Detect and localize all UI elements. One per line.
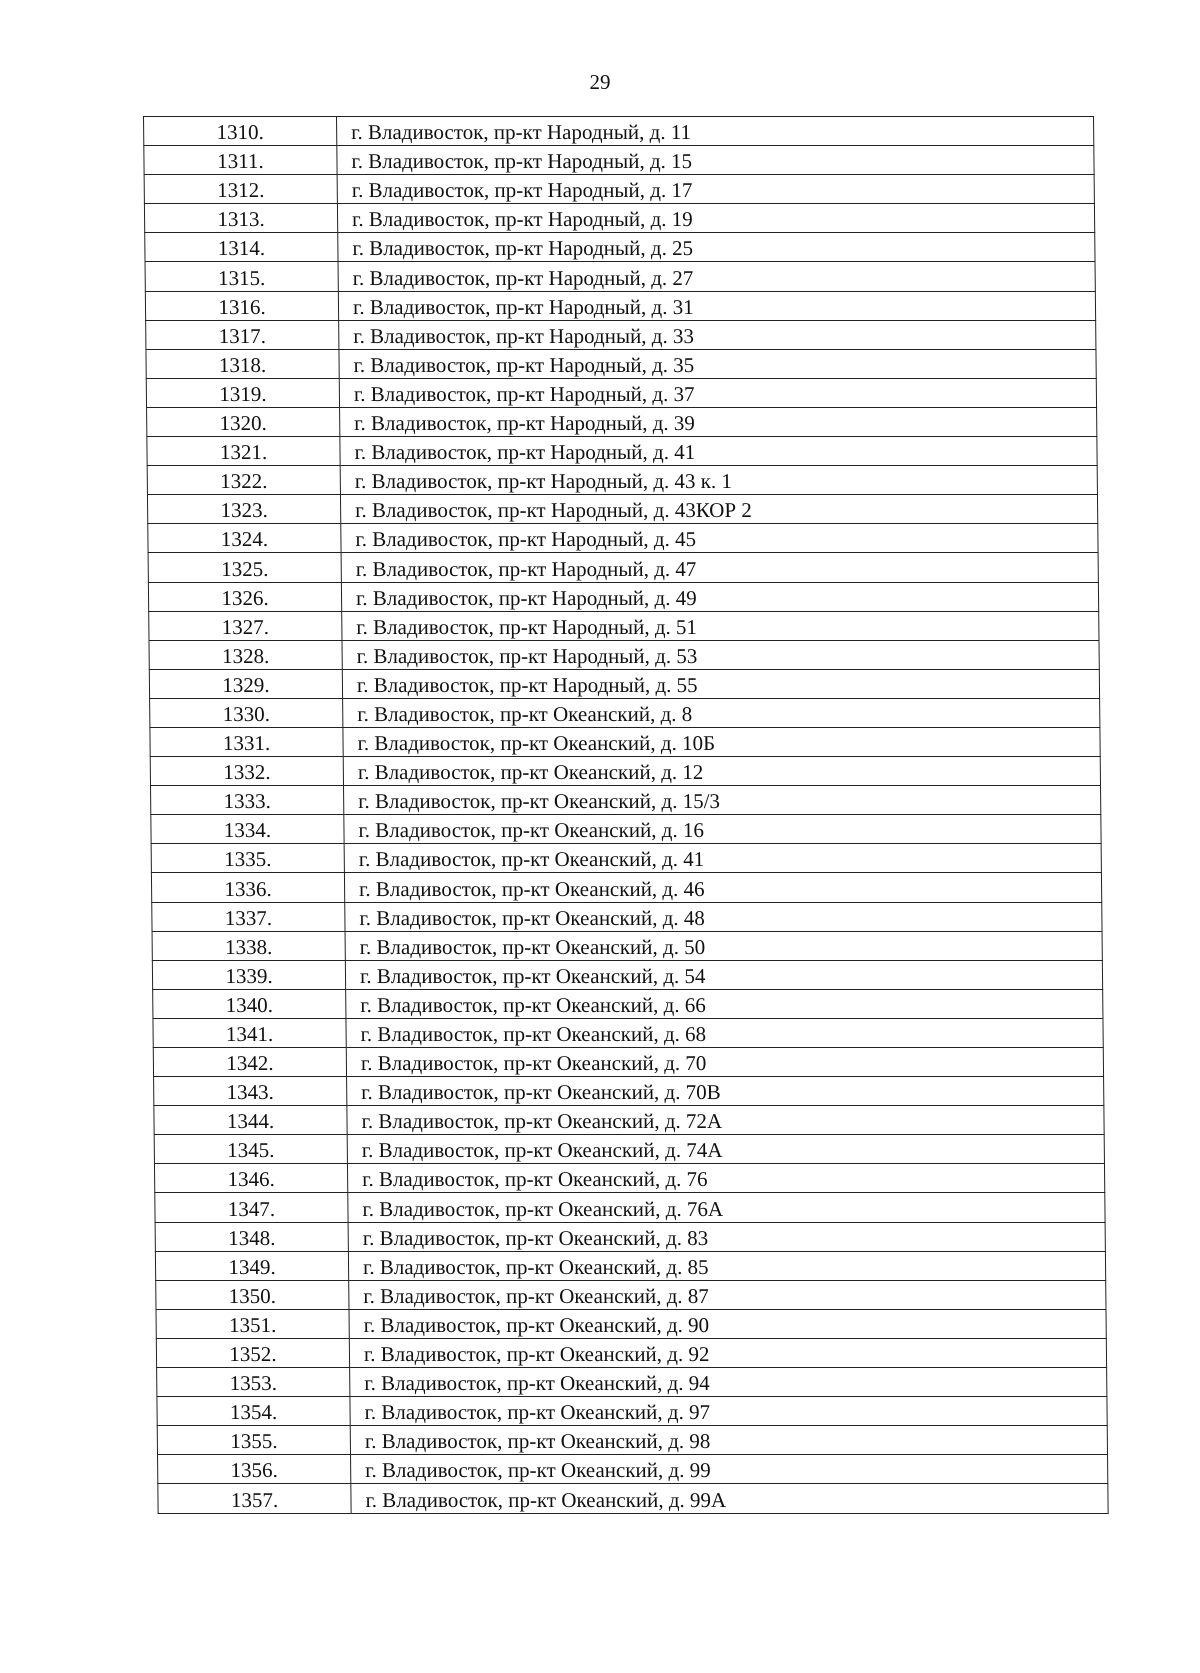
row-address: г. Владивосток, пр-кт Океанский, д. 99 <box>351 1455 1108 1484</box>
table-row <box>157 1397 1107 1426</box>
table-row <box>154 1164 1104 1193</box>
row-number: 1335. <box>151 844 344 873</box>
table-row <box>151 815 1101 844</box>
address-table-body <box>144 117 1109 1514</box>
row-address: г. Владивосток, пр-кт Народный, д. 11 <box>337 117 1094 146</box>
table-row <box>144 175 1094 204</box>
row-address: г. Владивосток, пр-кт Народный, д. 55 <box>342 669 1099 698</box>
row-number: 1334. <box>151 815 344 844</box>
row-address: г. Владивосток, пр-кт Народный, д. 19 <box>337 204 1094 233</box>
row-address: г. Владивосток, пр-кт Океанский, д. 48 <box>345 902 1102 931</box>
table-row <box>153 989 1103 1018</box>
row-address: г. Владивосток, пр-кт Океанский, д. 99А <box>351 1484 1108 1513</box>
table-row <box>152 960 1102 989</box>
table-row <box>151 844 1101 873</box>
table-row <box>152 902 1102 931</box>
table-row <box>151 786 1101 815</box>
row-address: г. Владивосток, пр-кт Океанский, д. 76А <box>348 1193 1105 1222</box>
row-number: 1337. <box>152 902 345 931</box>
row-address: г. Владивосток, пр-кт Океанский, д. 74А <box>347 1135 1104 1164</box>
table-row <box>147 495 1097 524</box>
page-number: 29 <box>589 70 611 94</box>
row-address: г. Владивосток, пр-кт Океанский, д. 70 <box>346 1048 1103 1077</box>
row-number: 1315. <box>145 262 338 291</box>
row-number: 1327. <box>149 611 342 640</box>
row-address: г. Владивосток, пр-кт Океанский, д. 85 <box>348 1251 1105 1280</box>
row-address: г. Владивосток, пр-кт Народный, д. 33 <box>339 320 1096 349</box>
row-address: г. Владивосток, пр-кт Народный, д. 41 <box>340 437 1097 466</box>
table-row <box>156 1338 1106 1367</box>
row-number: 1331. <box>150 727 343 756</box>
table-row <box>145 262 1095 291</box>
row-address: г. Владивосток, пр-кт Океанский, д. 15/3 <box>344 786 1101 815</box>
row-address: г. Владивосток, пр-кт Океанский, д. 16 <box>344 815 1101 844</box>
table-row <box>147 466 1097 495</box>
table-row <box>155 1251 1105 1280</box>
table-row <box>150 698 1100 727</box>
row-address: г. Владивосток, пр-кт Океанский, д. 90 <box>349 1309 1106 1338</box>
row-number: 1322. <box>147 466 340 495</box>
table-row <box>153 1018 1103 1047</box>
row-address: г. Владивосток, пр-кт Народный, д. 51 <box>342 611 1099 640</box>
row-address: г. Владивосток, пр-кт Народный, д. 17 <box>337 175 1094 204</box>
row-address: г. Владивосток, пр-кт Народный, д. 15 <box>337 146 1094 175</box>
table-row <box>150 727 1100 756</box>
row-address: г. Владивосток, пр-кт Океанский, д. 83 <box>348 1222 1105 1251</box>
row-number: 1339. <box>152 960 345 989</box>
table-row <box>149 640 1099 669</box>
row-number: 1326. <box>148 582 341 611</box>
row-number: 1349. <box>155 1251 348 1280</box>
row-address: г. Владивосток, пр-кт Океанский, д. 54 <box>345 960 1102 989</box>
row-address: г. Владивосток, пр-кт Народный, д. 43 к. 1 <box>340 466 1097 495</box>
row-number: 1336. <box>151 873 344 902</box>
row-number: 1318. <box>146 349 339 378</box>
row-address: г. Владивосток, пр-кт Народный, д. 31 <box>338 291 1095 320</box>
table-row <box>144 117 1094 146</box>
row-number: 1314. <box>145 233 338 262</box>
table-row <box>145 291 1095 320</box>
row-number: 1351. <box>156 1309 349 1338</box>
row-address: г. Владивосток, пр-кт Океанский, д. 50 <box>345 931 1102 960</box>
row-number: 1348. <box>155 1222 348 1251</box>
row-address: г. Владивосток, пр-кт Народный, д. 35 <box>339 349 1096 378</box>
row-number: 1320. <box>147 407 340 436</box>
row-number: 1321. <box>147 437 340 466</box>
table-row <box>154 1077 1104 1106</box>
row-number: 1316. <box>145 291 338 320</box>
row-address: г. Владивосток, пр-кт Народный, д. 37 <box>339 378 1096 407</box>
table-row <box>144 146 1094 175</box>
row-number: 1310. <box>144 117 337 146</box>
row-number: 1329. <box>149 669 342 698</box>
table-row <box>158 1484 1108 1513</box>
row-number: 1344. <box>154 1106 347 1135</box>
row-address: г. Владивосток, пр-кт Океанский, д. 97 <box>350 1397 1107 1426</box>
row-address: г. Владивосток, пр-кт Океанский, д. 70В <box>347 1077 1104 1106</box>
row-address: г. Владивосток, пр-кт Океанский, д. 87 <box>349 1280 1106 1309</box>
table-row <box>157 1368 1107 1397</box>
row-number: 1357. <box>158 1484 351 1513</box>
row-number: 1342. <box>153 1048 346 1077</box>
table-row <box>147 437 1097 466</box>
table-row <box>148 524 1098 553</box>
row-number: 1346. <box>154 1164 347 1193</box>
table-row <box>157 1426 1107 1455</box>
row-number: 1347. <box>155 1193 348 1222</box>
row-number: 1333. <box>151 786 344 815</box>
row-address: г. Владивосток, пр-кт Океанский, д. 68 <box>346 1018 1103 1047</box>
row-number: 1345. <box>154 1135 347 1164</box>
row-address: г. Владивосток, пр-кт Океанский, д. 76 <box>347 1164 1104 1193</box>
row-address: г. Владивосток, пр-кт Народный, д. 27 <box>338 262 1095 291</box>
row-number: 1352. <box>156 1338 349 1367</box>
table-row <box>145 233 1095 262</box>
row-number: 1355. <box>157 1426 350 1455</box>
row-number: 1341. <box>153 1018 346 1047</box>
row-number: 1319. <box>146 378 339 407</box>
row-address: г. Владивосток, пр-кт Океанский, д. 72А <box>347 1106 1104 1135</box>
table-row <box>147 407 1097 436</box>
row-address: г. Владивосток, пр-кт Океанский, д. 46 <box>344 873 1101 902</box>
table-row <box>155 1222 1105 1251</box>
row-address: г. Владивосток, пр-кт Океанский, д. 12 <box>343 757 1100 786</box>
row-number: 1356. <box>158 1455 351 1484</box>
row-number: 1324. <box>148 524 341 553</box>
table-row <box>146 349 1096 378</box>
table-row <box>148 582 1098 611</box>
table-row <box>156 1280 1106 1309</box>
row-address: г. Владивосток, пр-кт Океанский, д. 10Б <box>343 727 1100 756</box>
row-address: г. Владивосток, пр-кт Океанский, д. 98 <box>350 1426 1107 1455</box>
row-number: 1311. <box>144 146 337 175</box>
row-address: г. Владивосток, пр-кт Океанский, д. 41 <box>344 844 1101 873</box>
row-number: 1340. <box>153 989 346 1018</box>
row-number: 1330. <box>150 698 343 727</box>
address-table <box>143 116 1109 1514</box>
table-row <box>149 611 1099 640</box>
table-row <box>144 204 1094 233</box>
table-row <box>146 378 1096 407</box>
row-address: г. Владивосток, пр-кт Народный, д. 25 <box>338 233 1095 262</box>
row-address: г. Владивосток, пр-кт Народный, д. 47 <box>341 553 1098 582</box>
row-number: 1323. <box>147 495 340 524</box>
table-row <box>156 1309 1106 1338</box>
row-number: 1312. <box>144 175 337 204</box>
table-row <box>150 757 1100 786</box>
row-address: г. Владивосток, пр-кт Океанский, д. 92 <box>349 1338 1106 1367</box>
table-row <box>148 553 1098 582</box>
row-number: 1343. <box>154 1077 347 1106</box>
row-number: 1328. <box>149 640 342 669</box>
row-number: 1317. <box>146 320 339 349</box>
table-row <box>153 1048 1103 1077</box>
table-row <box>154 1135 1104 1164</box>
row-address: г. Владивосток, пр-кт Океанский, д. 8 <box>343 698 1100 727</box>
row-address: г. Владивосток, пр-кт Народный, д. 43КОР 2 <box>340 495 1097 524</box>
table-row <box>154 1106 1104 1135</box>
row-number: 1350. <box>156 1280 349 1309</box>
row-number: 1353. <box>157 1368 350 1397</box>
table-row <box>152 931 1102 960</box>
row-address: г. Владивосток, пр-кт Народный, д. 39 <box>340 407 1097 436</box>
row-address: г. Владивосток, пр-кт Народный, д. 49 <box>341 582 1098 611</box>
table-row <box>146 320 1096 349</box>
row-number: 1325. <box>148 553 341 582</box>
table-row <box>155 1193 1105 1222</box>
row-address: г. Владивосток, пр-кт Океанский, д. 94 <box>350 1368 1107 1397</box>
row-number: 1354. <box>157 1397 350 1426</box>
row-address: г. Владивосток, пр-кт Океанский, д. 66 <box>346 989 1103 1018</box>
row-address: г. Владивосток, пр-кт Народный, д. 53 <box>342 640 1099 669</box>
row-address: г. Владивосток, пр-кт Народный, д. 45 <box>341 524 1098 553</box>
table-row <box>151 873 1101 902</box>
table-row <box>158 1455 1108 1484</box>
row-number: 1332. <box>150 757 343 786</box>
row-number: 1313. <box>144 204 337 233</box>
table-row <box>149 669 1099 698</box>
row-number: 1338. <box>152 931 345 960</box>
